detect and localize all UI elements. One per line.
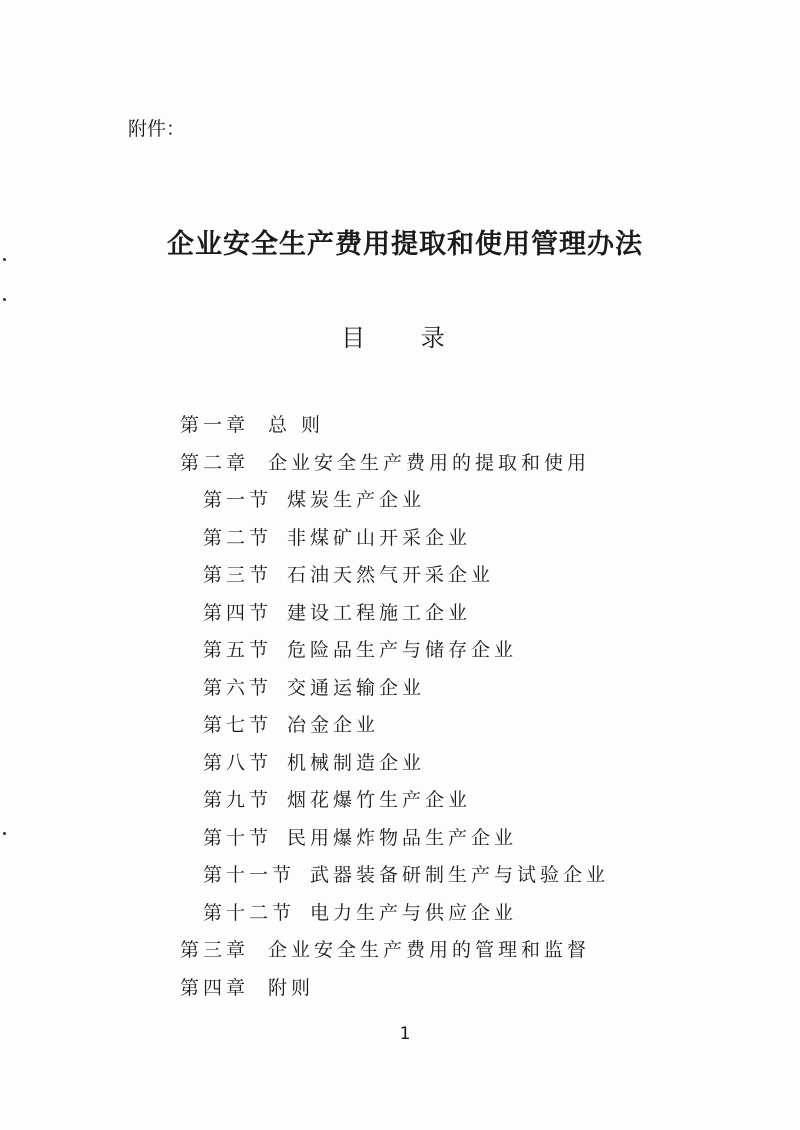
- toc-entry-label: 第六节: [203, 676, 273, 699]
- toc-entry-label: 第三章: [180, 939, 250, 961]
- toc-entry-title: 煤炭生产企业: [287, 489, 426, 511]
- toc-entry-title: 附则: [268, 976, 315, 999]
- toc-entry-title: 电力生产与供应企业: [310, 901, 518, 924]
- toc-entry-label: 第二章: [180, 451, 250, 474]
- toc-entry-label: 第四章: [180, 976, 250, 999]
- toc-entry-title: 危险品生产与储存企业: [287, 639, 518, 661]
- toc-entry-label: 第九节: [203, 789, 273, 811]
- toc-entry-title: 机械制造企业: [287, 751, 426, 774]
- toc-entry-label: 第十二节: [203, 901, 296, 924]
- toc-entry-title: 烟花爆竹生产企业: [287, 789, 472, 811]
- scan-speck: [3, 298, 6, 301]
- toc-entry-label: 第四节: [203, 601, 273, 624]
- toc-entry-label: 第七节: [203, 714, 273, 736]
- toc-entry-title: 总 则: [268, 414, 325, 436]
- toc-entry-label: 第十节: [203, 826, 273, 849]
- document-title: 企业安全生产费用提取和使用管理办法: [167, 229, 643, 260]
- toc-entry-title: 武器装备研制生产与试验企业: [310, 864, 610, 886]
- toc-entry-label: 第三节: [203, 564, 273, 586]
- toc-entry-title: 石油天然气开采企业: [287, 564, 495, 586]
- toc-entry-title: 企业安全生产费用的管理和监督: [268, 939, 591, 961]
- page-number: 1: [399, 1024, 411, 1044]
- toc-entry-label: 第五节: [203, 639, 273, 661]
- toc-entry-label: 第二节: [203, 526, 273, 549]
- toc-entry-label: 第十一节: [203, 864, 296, 886]
- toc-entry-label: 第八节: [203, 751, 273, 774]
- toc-entry-title: 非煤矿山开采企业: [287, 526, 472, 549]
- scan-speck: [3, 832, 6, 835]
- toc-entry-title: 企业安全生产费用的提取和使用: [268, 451, 591, 474]
- toc-entry-title: 建设工程施工企业: [287, 601, 472, 624]
- toc-entry-title: 冶金企业: [287, 714, 380, 736]
- toc-entry-label: 第一节: [203, 489, 273, 511]
- toc-entry-title: 交通运输企业: [287, 676, 426, 699]
- toc-heading: 目 录: [341, 324, 469, 352]
- toc-entry-title: 民用爆炸物品生产企业: [287, 826, 518, 849]
- attachment-label: 附件：: [128, 118, 186, 140]
- toc-entry-label: 第一章: [180, 414, 250, 436]
